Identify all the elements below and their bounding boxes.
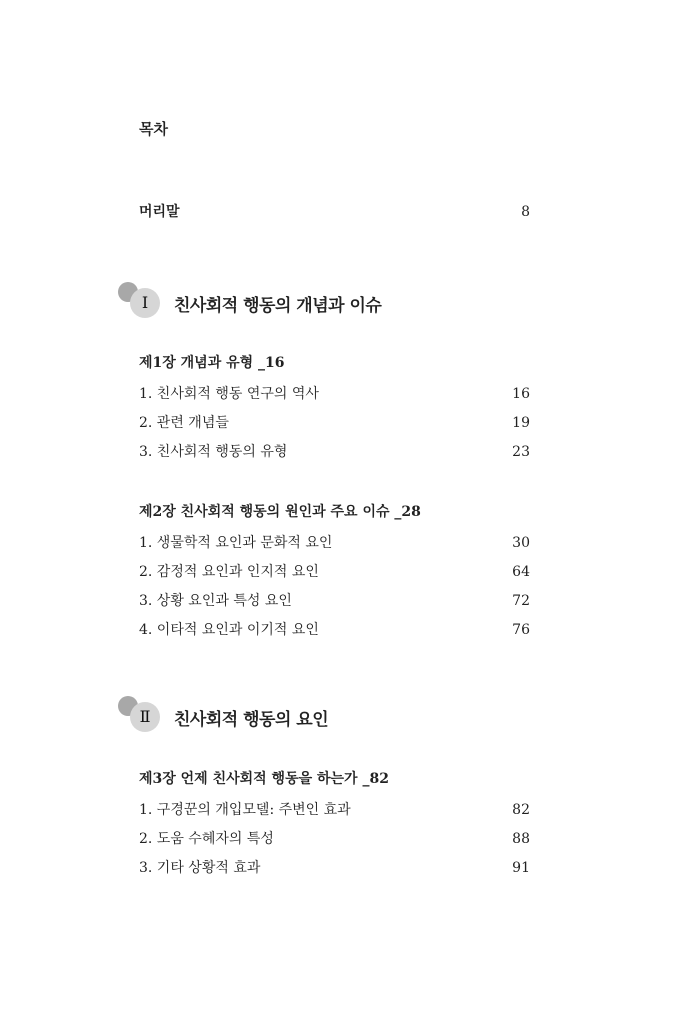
toc-entry-page: 88 (512, 831, 530, 847)
toc-entry-page: 23 (512, 444, 530, 460)
toc-entry-label: 1. 친사회적 행동 연구의 역사 (139, 386, 319, 402)
chapter-1-title: 제1장 개념과 유형 _16 (139, 355, 285, 371)
preface-page: 8 (521, 204, 530, 220)
toc-entry-label: 3. 상황 요인과 특성 요인 (139, 593, 292, 609)
toc-entry-page: 76 (512, 622, 530, 638)
toc-entry-label: 2. 관련 개념들 (139, 415, 229, 431)
chapter-3-title: 제3장 언제 친사회적 행동을 하는가 _82 (139, 771, 389, 787)
part-1-title: 친사회적 행동의 개념과 이슈 (174, 296, 382, 316)
part-1-numeral: I (141, 293, 149, 312)
toc-entry-page: 64 (512, 564, 530, 580)
toc-entry-page: 19 (512, 415, 530, 431)
toc-entry-label: 4. 이타적 요인과 이기적 요인 (139, 622, 319, 638)
part-1-header (118, 282, 538, 322)
toc-entry-page: 82 (512, 802, 530, 818)
toc-entry-page: 16 (512, 386, 530, 402)
toc-entry-label: 3. 친사회적 행동의 유형 (139, 444, 288, 460)
part-2-numeral: Ⅱ (139, 707, 151, 726)
toc-entry-label: 2. 감정적 요인과 인지적 요인 (139, 564, 319, 580)
part-2-title: 친사회적 행동의 요인 (174, 710, 329, 730)
toc-entry-label: 2. 도움 수혜자의 특성 (139, 831, 274, 847)
part-2-header (118, 696, 538, 736)
preface-label: 머리말 (139, 204, 180, 220)
toc-entry-label: 3. 기타 상황적 효과 (139, 860, 261, 876)
toc-entry-page: 72 (512, 593, 530, 609)
toc-entry-page: 30 (512, 535, 530, 551)
chapter-2-title: 제2장 친사회적 행동의 원인과 주요 이슈 _28 (139, 504, 421, 520)
toc-entry-label: 1. 생물학적 요인과 문화적 요인 (139, 535, 333, 551)
toc-entry-page: 91 (512, 860, 530, 876)
toc-entry-label: 1. 구경꾼의 개입모델: 주변인 효과 (139, 802, 351, 818)
toc-title: 목차 (139, 120, 168, 138)
